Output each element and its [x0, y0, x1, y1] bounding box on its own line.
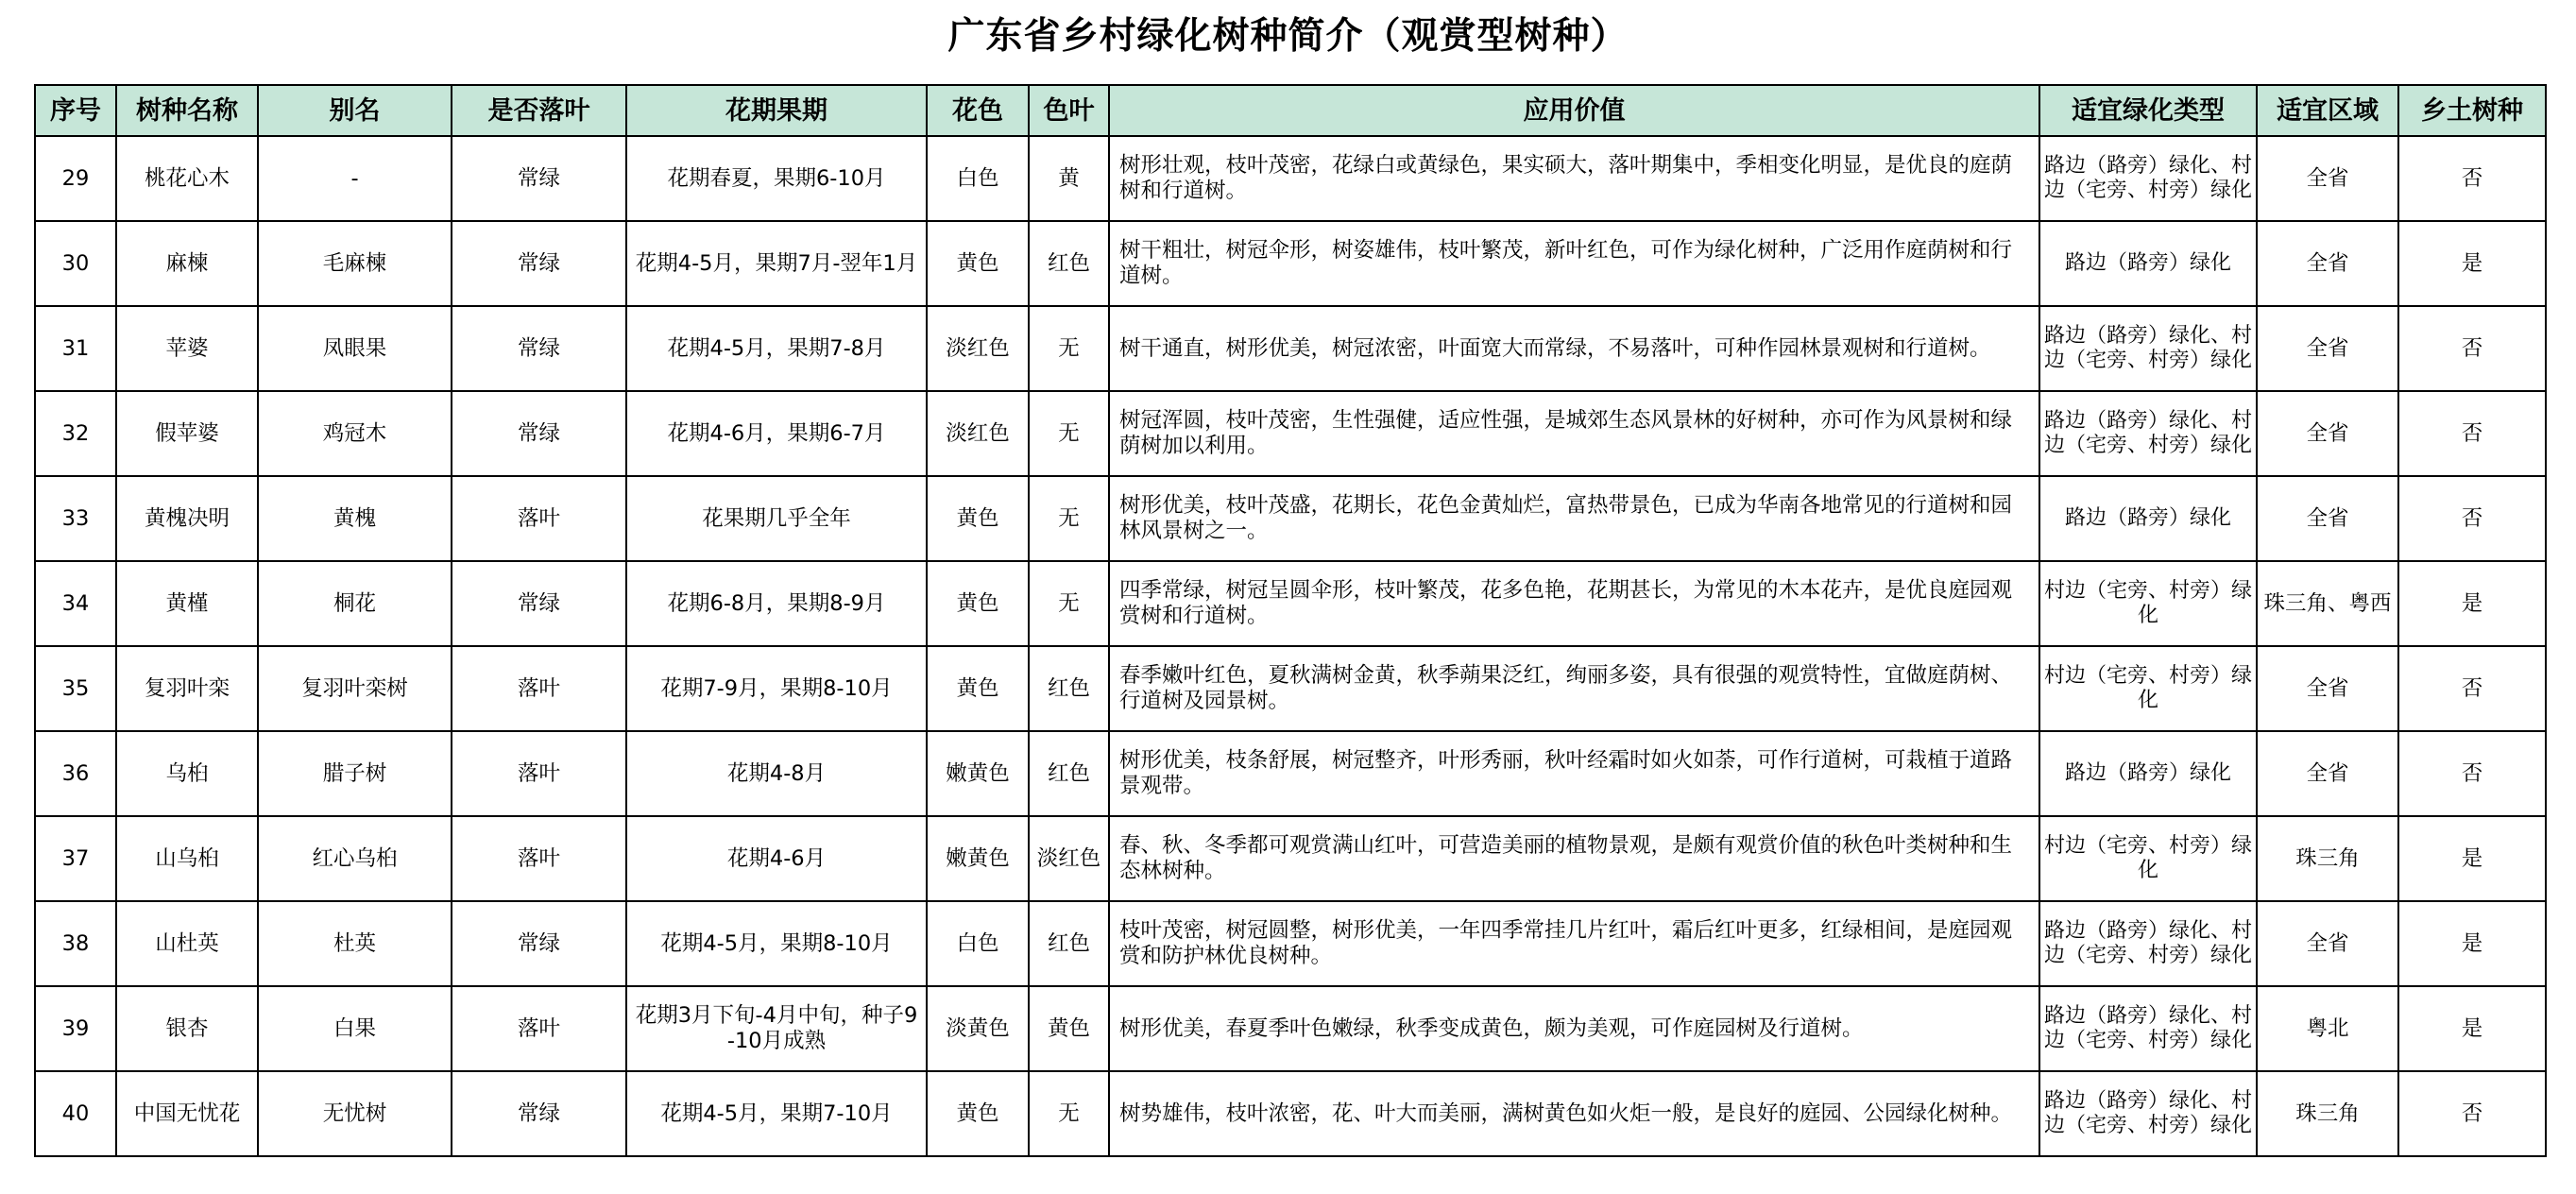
cell-period: 花期3月下旬-4月中旬，种子9-10月成熟: [626, 986, 927, 1071]
cell-name: 山杜英: [116, 901, 258, 986]
cell-alias: 杜英: [258, 901, 452, 986]
page-title: 广东省乡村绿化树种简介（观赏型树种）: [947, 15, 1629, 58]
table-row: [35, 646, 2546, 731]
cell-no: 29: [35, 136, 116, 221]
cell-deciduous: 常绿: [452, 561, 626, 646]
cell-no: 30: [35, 221, 116, 306]
header-cell-leaf-color: 色叶: [1029, 85, 1109, 136]
cell-alias: 复羽叶栾树: [258, 646, 452, 731]
tree-species-table: [34, 84, 2547, 1157]
header-cell-native: 乡土树种: [2398, 85, 2546, 136]
table-row: [35, 731, 2546, 816]
cell-no: 40: [35, 1071, 116, 1156]
cell-no: 39: [35, 986, 116, 1071]
cell-native: 否: [2398, 306, 2546, 391]
cell-leaf-color: 无: [1029, 306, 1109, 391]
cell-value: 树形优美，枝叶茂盛，花期长，花色金黄灿烂，富热带景色，已成为华南各地常见的行道树和园林风景树之一。: [1109, 476, 2039, 561]
cell-deciduous: 落叶: [452, 816, 626, 901]
header-cell-value: 应用价值: [1109, 85, 2039, 136]
cell-no: 34: [35, 561, 116, 646]
cell-flower-color: 黄色: [927, 221, 1029, 306]
cell-region: 全省: [2257, 391, 2398, 476]
cell-native: 是: [2398, 986, 2546, 1071]
header-cell-alias: 别名: [258, 85, 452, 136]
cell-period: 花期4-6月，果期6-7月: [626, 391, 927, 476]
cell-native: 是: [2398, 221, 2546, 306]
cell-native: 否: [2398, 136, 2546, 221]
header-cell-no: 序号: [35, 85, 116, 136]
cell-native: 否: [2398, 1071, 2546, 1156]
cell-greening: 路边（路旁）绿化、村边（宅旁、村旁）绿化: [2039, 1071, 2257, 1156]
cell-native: 是: [2398, 561, 2546, 646]
cell-deciduous: 落叶: [452, 986, 626, 1071]
cell-name: 假苹婆: [116, 391, 258, 476]
cell-flower-color: 淡红色: [927, 306, 1029, 391]
cell-deciduous: 常绿: [452, 1071, 626, 1156]
cell-leaf-color: 黄: [1029, 136, 1109, 221]
cell-greening: 路边（路旁）绿化: [2039, 476, 2257, 561]
cell-name: 苹婆: [116, 306, 258, 391]
cell-flower-color: 嫩黄色: [927, 731, 1029, 816]
cell-deciduous: 常绿: [452, 136, 626, 221]
cell-no: 35: [35, 646, 116, 731]
cell-greening: 村边（宅旁、村旁）绿化: [2039, 816, 2257, 901]
cell-alias: 腊子树: [258, 731, 452, 816]
cell-leaf-color: 无: [1029, 561, 1109, 646]
table-row: [35, 136, 2546, 221]
cell-region: 珠三角: [2257, 816, 2398, 901]
cell-deciduous: 落叶: [452, 476, 626, 561]
header-cell-name: 树种名称: [116, 85, 258, 136]
cell-deciduous: 常绿: [452, 306, 626, 391]
cell-period: 花果期几乎全年: [626, 476, 927, 561]
cell-leaf-color: 无: [1029, 391, 1109, 476]
cell-period: 花期7-9月，果期8-10月: [626, 646, 927, 731]
cell-alias: 桐花: [258, 561, 452, 646]
cell-alias: 黄槐: [258, 476, 452, 561]
cell-region: 珠三角、粤西: [2257, 561, 2398, 646]
header-cell-flower-color: 花色: [927, 85, 1029, 136]
cell-leaf-color: 红色: [1029, 901, 1109, 986]
table-row: [35, 391, 2546, 476]
cell-name: 中国无忧花: [116, 1071, 258, 1156]
cell-leaf-color: 淡红色: [1029, 816, 1109, 901]
cell-native: 是: [2398, 816, 2546, 901]
table-row: [35, 816, 2546, 901]
cell-value: 枝叶茂密，树冠圆整，树形优美，一年四季常挂几片红叶，霜后红叶更多，红绿相间，是庭园观赏和防护林优良树种。: [1109, 901, 2039, 986]
cell-flower-color: 黄色: [927, 1071, 1029, 1156]
cell-greening: 路边（路旁）绿化、村边（宅旁、村旁）绿化: [2039, 136, 2257, 221]
cell-region: 珠三角: [2257, 1071, 2398, 1156]
cell-greening: 路边（路旁）绿化、村边（宅旁、村旁）绿化: [2039, 391, 2257, 476]
cell-region: 粤北: [2257, 986, 2398, 1071]
cell-period: 花期4-6月: [626, 816, 927, 901]
cell-no: 36: [35, 731, 116, 816]
cell-name: 黄槿: [116, 561, 258, 646]
cell-leaf-color: 无: [1029, 476, 1109, 561]
cell-flower-color: 淡红色: [927, 391, 1029, 476]
cell-value: 树冠浑圆，枝叶茂密，生性强健，适应性强，是城郊生态风景林的好树种，亦可作为风景树和绿荫树加以利用。: [1109, 391, 2039, 476]
cell-name: 桃花心木: [116, 136, 258, 221]
cell-greening: 村边（宅旁、村旁）绿化: [2039, 561, 2257, 646]
cell-native: 是: [2398, 901, 2546, 986]
table-row: [35, 1071, 2546, 1156]
cell-region: 全省: [2257, 136, 2398, 221]
cell-value: 树形优美，枝条舒展，树冠整齐，叶形秀丽，秋叶经霜时如火如荼，可作行道树，可栽植于道路景观带。: [1109, 731, 2039, 816]
cell-value: 春、秋、冬季都可观赏满山红叶，可营造美丽的植物景观，是颇有观赏价值的秋色叶类树种和生态林树种。: [1109, 816, 2039, 901]
cell-period: 花期4-8月: [626, 731, 927, 816]
cell-flower-color: 黄色: [927, 646, 1029, 731]
header-cell-deciduous: 是否落叶: [452, 85, 626, 136]
cell-period: 花期4-5月，果期7-8月: [626, 306, 927, 391]
cell-flower-color: 黄色: [927, 561, 1029, 646]
cell-flower-color: 黄色: [927, 476, 1029, 561]
cell-native: 否: [2398, 731, 2546, 816]
cell-region: 全省: [2257, 901, 2398, 986]
cell-name: 麻楝: [116, 221, 258, 306]
cell-region: 全省: [2257, 646, 2398, 731]
cell-no: 38: [35, 901, 116, 986]
cell-period: 花期4-5月，果期7-10月: [626, 1071, 927, 1156]
cell-alias: -: [258, 136, 452, 221]
cell-value: 树形优美，春夏季叶色嫩绿，秋季变成黄色，颇为美观，可作庭园树及行道树。: [1109, 986, 2039, 1071]
cell-alias: 鸡冠木: [258, 391, 452, 476]
cell-no: 31: [35, 306, 116, 391]
cell-name: 银杏: [116, 986, 258, 1071]
cell-period: 花期6-8月，果期8-9月: [626, 561, 927, 646]
cell-no: 37: [35, 816, 116, 901]
table-row: [35, 561, 2546, 646]
cell-value: 四季常绿，树冠呈圆伞形，枝叶繁茂，花多色艳，花期甚长，为常见的木本花卉，是优良庭园观赏树和行道树。: [1109, 561, 2039, 646]
cell-value: 树干通直，树形优美，树冠浓密，叶面宽大而常绿，不易落叶，可种作园林景观树和行道树。: [1109, 306, 2039, 391]
cell-value: 树干粗壮，树冠伞形，树姿雄伟，枝叶繁茂，新叶红色，可作为绿化树种，广泛用作庭荫树和行道树。: [1109, 221, 2039, 306]
cell-deciduous: 落叶: [452, 731, 626, 816]
cell-region: 全省: [2257, 306, 2398, 391]
cell-flower-color: 白色: [927, 901, 1029, 986]
cell-no: 32: [35, 391, 116, 476]
cell-greening: 路边（路旁）绿化、村边（宅旁、村旁）绿化: [2039, 306, 2257, 391]
cell-greening: 路边（路旁）绿化: [2039, 731, 2257, 816]
header-cell-greening: 适宜绿化类型: [2039, 85, 2257, 136]
cell-greening: 路边（路旁）绿化、村边（宅旁、村旁）绿化: [2039, 986, 2257, 1071]
table-body: [35, 136, 2546, 1156]
cell-period: 花期4-5月，果期8-10月: [626, 901, 927, 986]
cell-leaf-color: 红色: [1029, 646, 1109, 731]
cell-alias: 红心乌桕: [258, 816, 452, 901]
cell-deciduous: 常绿: [452, 901, 626, 986]
cell-flower-color: 嫩黄色: [927, 816, 1029, 901]
cell-name: 复羽叶栾: [116, 646, 258, 731]
cell-alias: 凤眼果: [258, 306, 452, 391]
cell-deciduous: 常绿: [452, 221, 626, 306]
cell-flower-color: 淡黄色: [927, 986, 1029, 1071]
cell-native: 否: [2398, 646, 2546, 731]
table-row: [35, 476, 2546, 561]
cell-native: 否: [2398, 391, 2546, 476]
cell-region: 全省: [2257, 476, 2398, 561]
cell-alias: 毛麻楝: [258, 221, 452, 306]
cell-greening: 路边（路旁）绿化: [2039, 221, 2257, 306]
table-row: [35, 221, 2546, 306]
cell-name: 山乌桕: [116, 816, 258, 901]
cell-flower-color: 白色: [927, 136, 1029, 221]
cell-deciduous: 常绿: [452, 391, 626, 476]
cell-native: 否: [2398, 476, 2546, 561]
header-cell-region: 适宜区域: [2257, 85, 2398, 136]
cell-no: 33: [35, 476, 116, 561]
cell-name: 黄槐决明: [116, 476, 258, 561]
table-row: [35, 986, 2546, 1071]
cell-leaf-color: 红色: [1029, 731, 1109, 816]
header-row: [35, 85, 2546, 136]
table-row: [35, 306, 2546, 391]
cell-leaf-color: 黄色: [1029, 986, 1109, 1071]
cell-greening: 村边（宅旁、村旁）绿化: [2039, 646, 2257, 731]
cell-period: 花期4-5月，果期7月-翌年1月: [626, 221, 927, 306]
cell-greening: 路边（路旁）绿化、村边（宅旁、村旁）绿化: [2039, 901, 2257, 986]
cell-region: 全省: [2257, 731, 2398, 816]
cell-leaf-color: 红色: [1029, 221, 1109, 306]
cell-period: 花期春夏，果期6-10月: [626, 136, 927, 221]
cell-alias: 白果: [258, 986, 452, 1071]
cell-name: 乌桕: [116, 731, 258, 816]
cell-alias: 无忧树: [258, 1071, 452, 1156]
cell-value: 春季嫩叶红色，夏秋满树金黄，秋季蒴果泛红，绚丽多姿，具有很强的观赏特性，宜做庭荫树、行道树及园景树。: [1109, 646, 2039, 731]
header-cell-period: 花期果期: [626, 85, 927, 136]
cell-deciduous: 落叶: [452, 646, 626, 731]
cell-value: 树势雄伟，枝叶浓密，花、叶大而美丽，满树黄色如火炬一般，是良好的庭园、公园绿化树种。: [1109, 1071, 2039, 1156]
cell-value: 树形壮观，枝叶茂密，花绿白或黄绿色，果实硕大，落叶期集中，季相变化明显，是优良的庭荫树和行道树。: [1109, 136, 2039, 221]
cell-region: 全省: [2257, 221, 2398, 306]
cell-leaf-color: 无: [1029, 1071, 1109, 1156]
table-row: [35, 901, 2546, 986]
